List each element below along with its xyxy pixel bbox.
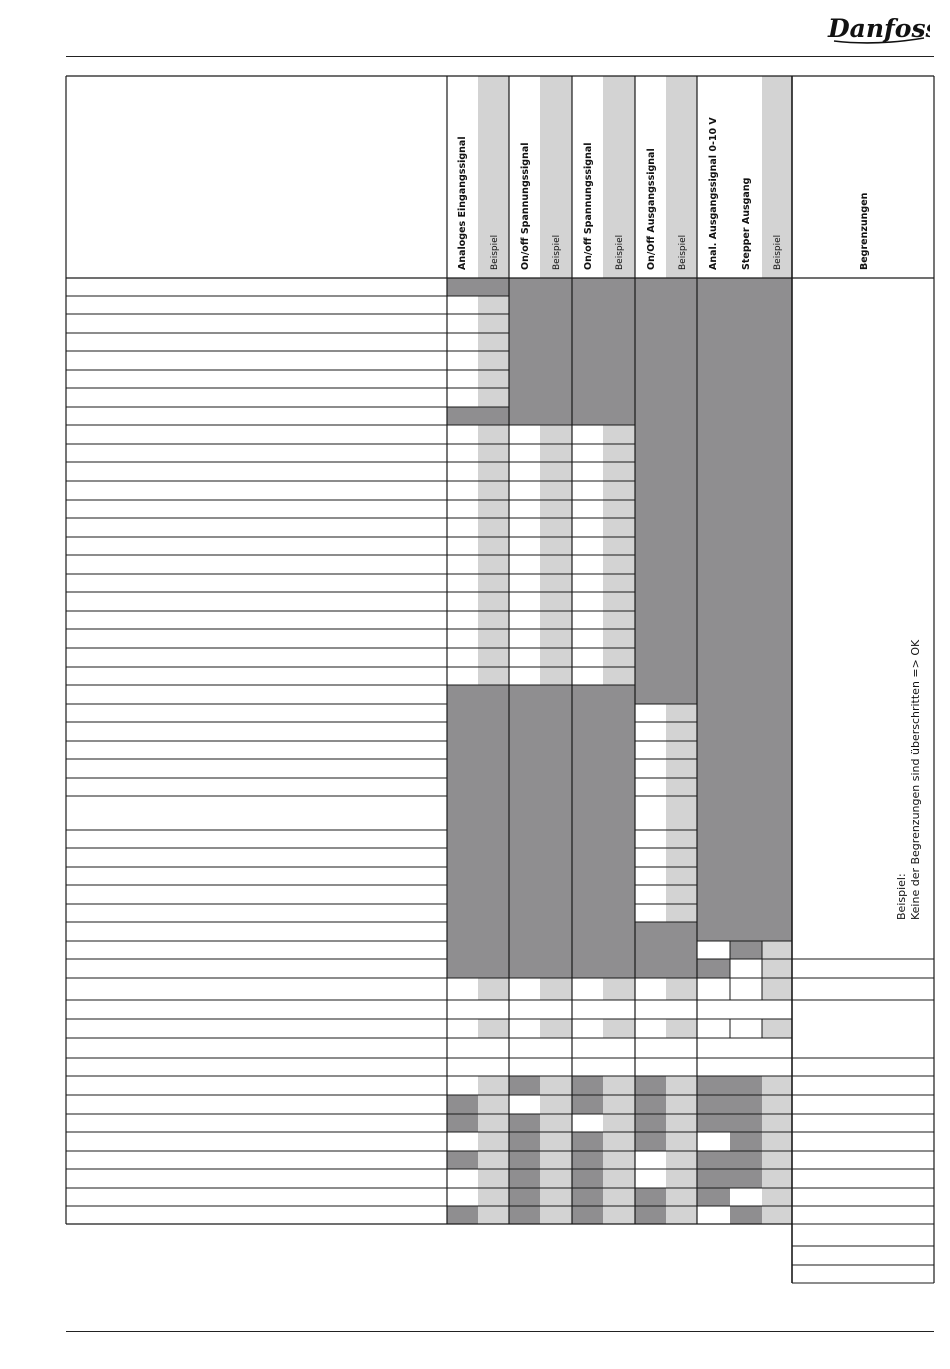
column-header-c6: Stepper Ausgang: [741, 177, 752, 270]
unavailable-cell-shade: [635, 278, 697, 704]
empty-cell: [540, 1038, 572, 1058]
unavailable-cell-shade: [447, 685, 635, 978]
unavailable-cell-shade: [697, 278, 792, 941]
empty-cell: [478, 1038, 509, 1058]
column-header-c5: Anal. Ausgangssignal 0-10 V: [708, 117, 719, 270]
unavailable-cell-shade: [697, 1151, 730, 1206]
unavailable-cell-shade: [730, 941, 762, 959]
column-header-c3b: Beispiel: [615, 234, 625, 270]
empty-cell: [603, 1000, 635, 1019]
unavailable-cell-shade: [730, 1206, 762, 1224]
column-header-c3: On/off Spannungssignal: [583, 142, 594, 270]
empty-cell: [762, 1000, 792, 1019]
column-header-c2: On/off Spannungssignal: [520, 142, 531, 270]
column-header-c1b: Beispiel: [490, 234, 500, 270]
unavailable-cell-shade: [572, 1132, 603, 1224]
unavailable-cell-shade: [447, 1151, 478, 1169]
unavailable-cell-shade: [697, 959, 730, 978]
unavailable-cell-shade: [447, 407, 509, 425]
empty-cell: [447, 1058, 792, 1076]
unavailable-cell-shade: [447, 1206, 478, 1224]
danfoss-logo-text: Danfoss: [828, 14, 930, 43]
empty-cell: [666, 1000, 697, 1019]
empty-cell: [666, 1038, 697, 1058]
column-header-c1: Analoges Eingangssignal: [457, 136, 468, 270]
column-header-c4b: Beispiel: [678, 234, 688, 270]
empty-cell: [762, 1038, 792, 1058]
empty-cell: [540, 1000, 572, 1019]
limits-note-line2: Keine der Begrenzungen sind überschritten => OK: [909, 639, 922, 920]
empty-cell: [603, 1038, 635, 1058]
empty-cell: [478, 1000, 509, 1019]
unavailable-cell-shade: [509, 1076, 540, 1095]
column-header-c2b: Beispiel: [552, 234, 562, 270]
unavailable-cell-shade: [447, 278, 509, 296]
unavailable-cell-shade: [697, 1076, 762, 1132]
limits-note-line1: Beispiel:: [895, 873, 908, 920]
column-header-c4: On/Off Ausgangssignal: [646, 148, 657, 270]
unavailable-cell-shade: [635, 922, 697, 978]
column-header-c6b: Beispiel: [773, 234, 783, 270]
limits-header: Begrenzungen: [859, 192, 870, 270]
unavailable-cell-shade: [730, 1132, 762, 1188]
